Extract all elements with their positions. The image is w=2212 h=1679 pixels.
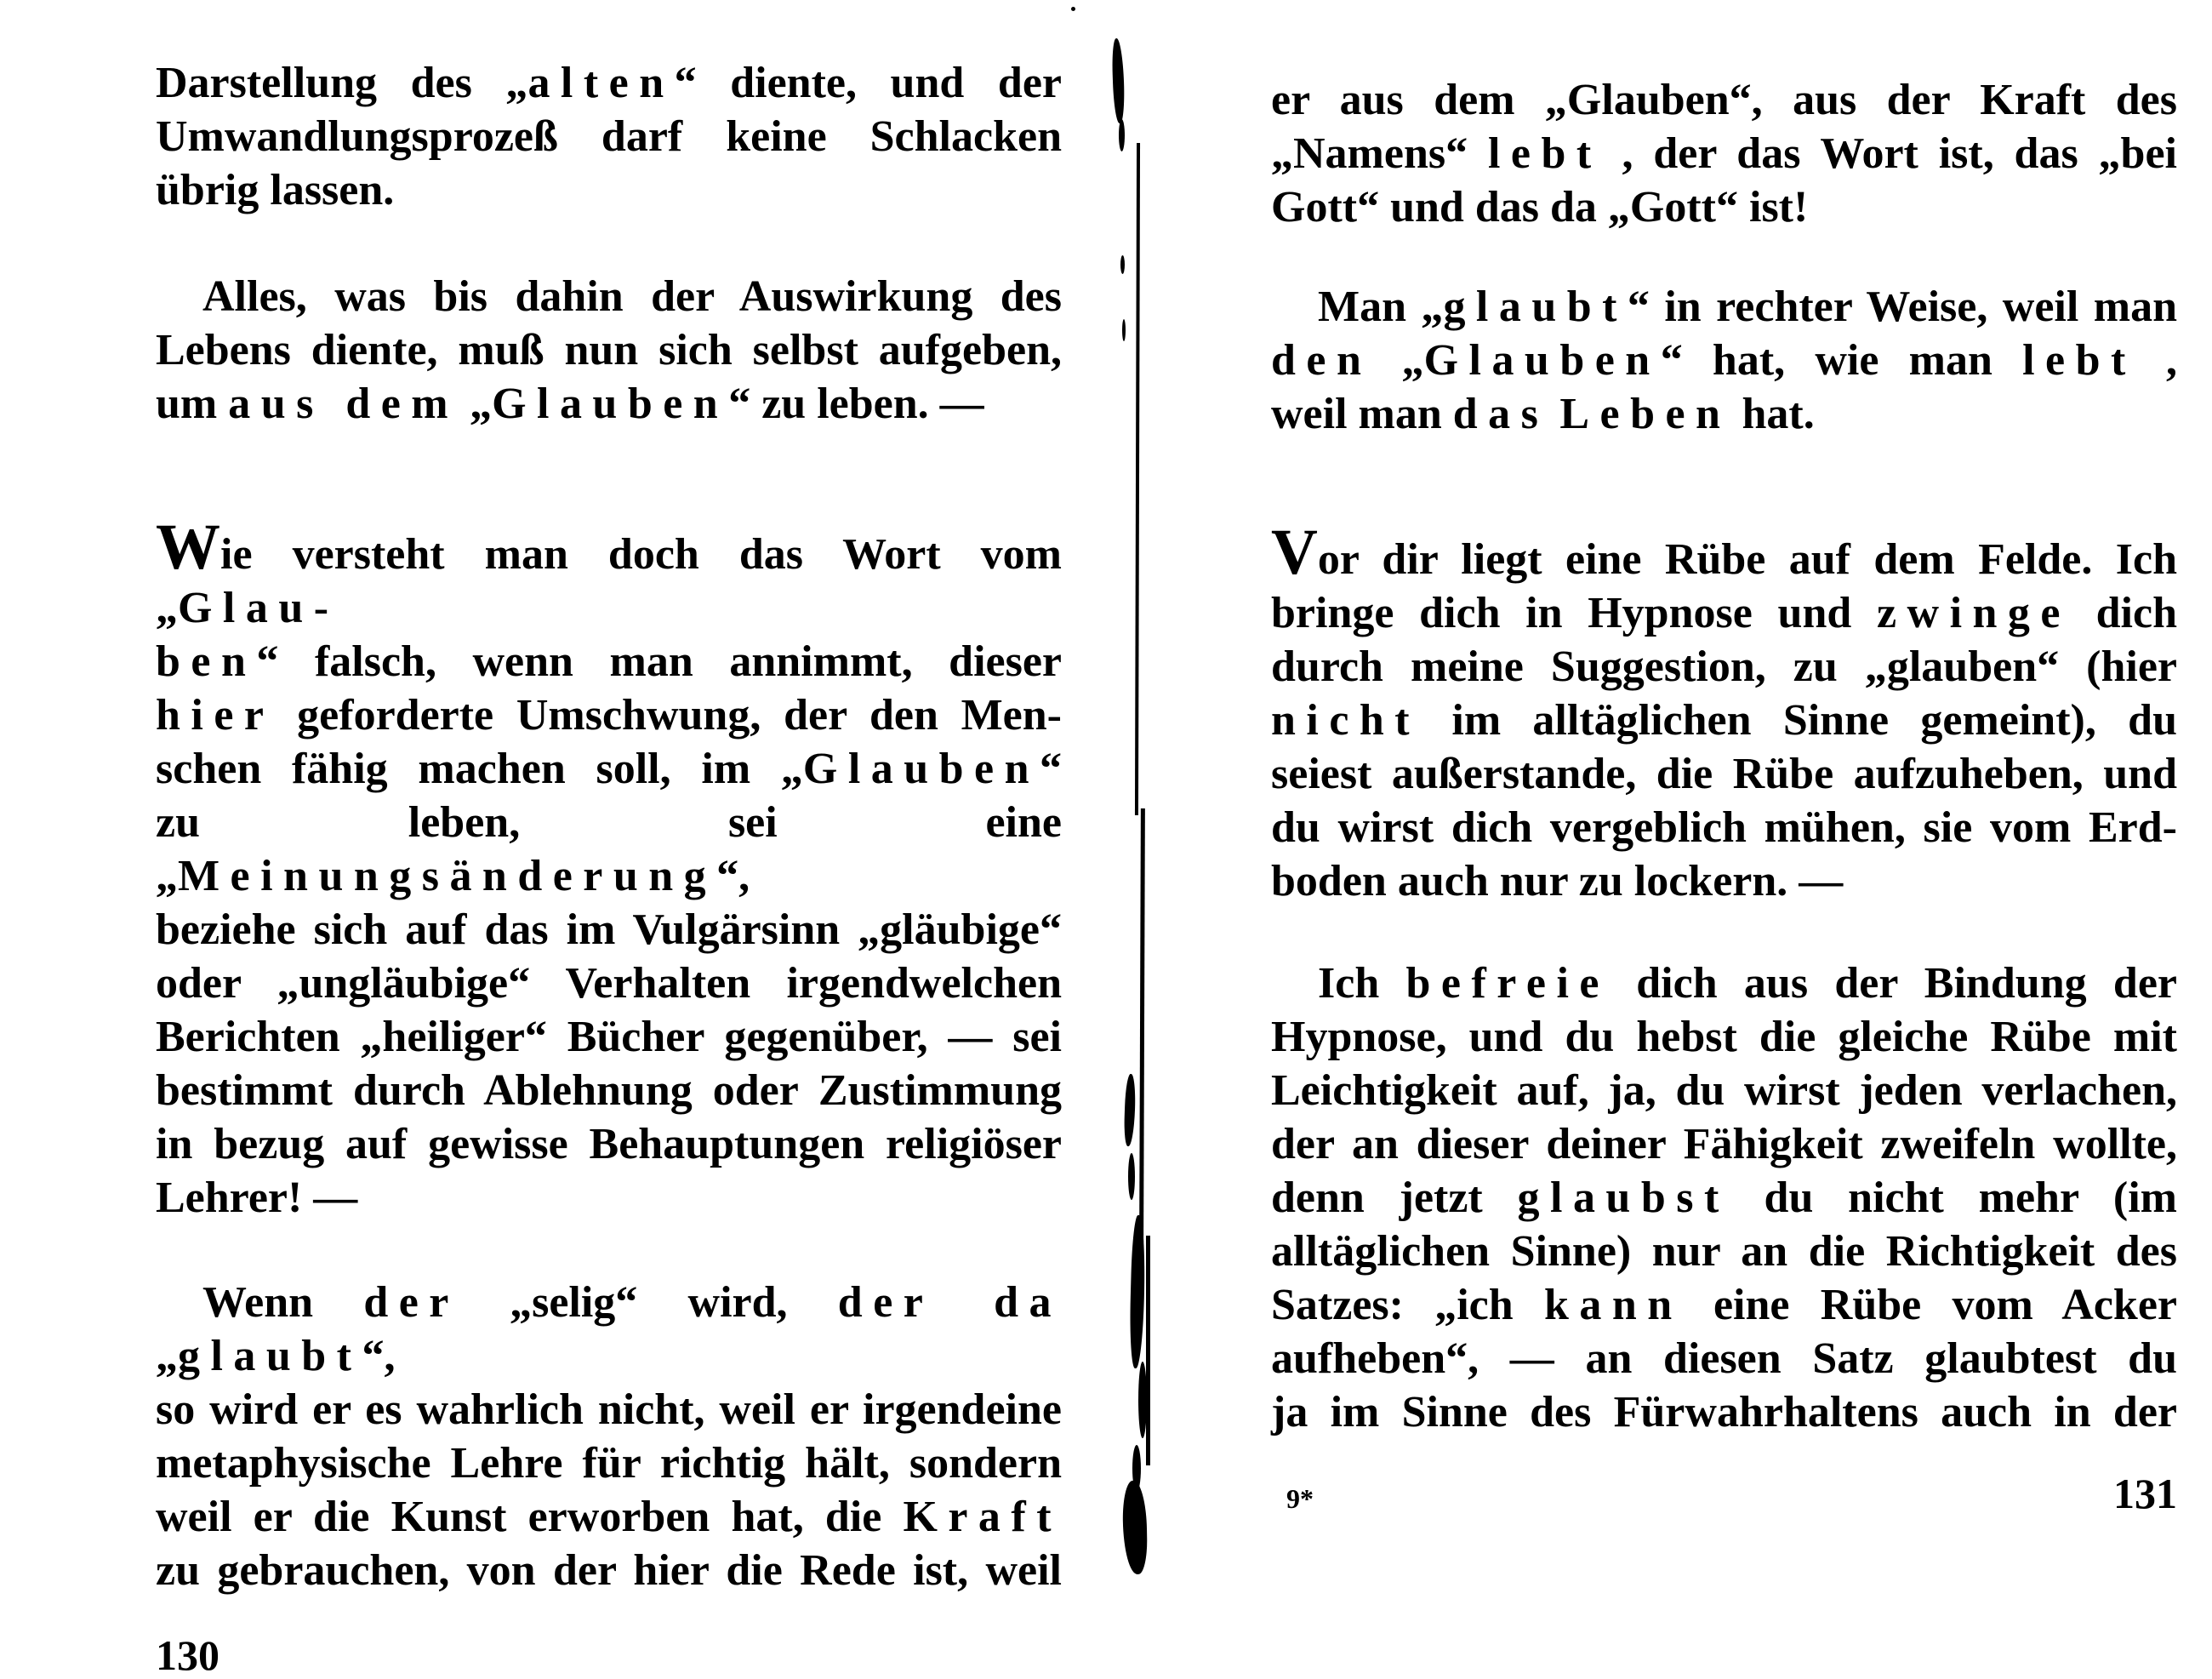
text-run: Leichtigkeit auf, ja, du wirst jeden verlachen, (1271, 1066, 2177, 1115)
text-run: geforderte Umschwung, der den Men- (274, 691, 1062, 740)
text-run: or dir liegt eine Rübe auf dem Felde. Ich (1317, 535, 2177, 584)
ink-blotch (1122, 319, 1126, 341)
text-run: beziehe sich auf das im Vulgärsinn „gläubige“ (156, 905, 1062, 954)
letterspaced-emphasis: ben (156, 637, 257, 686)
text-run: so wird er es wahrlich nicht, weil er irgendeine (156, 1385, 1062, 1434)
letterspaced-emphasis: lebt (1487, 129, 1602, 178)
text-run: ie versteht man doch das Wort vom „ (156, 530, 1062, 632)
text-run: Lebens diente, muß nun sich selbst aufgeben, (156, 326, 1062, 374)
right-page (1271, 73, 2177, 1522)
text-line (1271, 280, 2177, 334)
text-line (156, 1383, 1062, 1436)
text-run: zu leben, sei eine „ (156, 798, 1062, 900)
text-run: “ (1040, 745, 1062, 793)
text-line (1271, 1064, 2177, 1117)
text-run: denn jetzt (1271, 1174, 1518, 1222)
initial-capital: V (1271, 517, 1318, 588)
letterspaced-emphasis: Leben (1559, 390, 1731, 438)
letterspaced-emphasis: Meinungsänderung (178, 852, 717, 900)
text-run: dich (2070, 589, 2178, 637)
text-line (1271, 854, 2177, 908)
letterspaced-emphasis: alten (527, 59, 675, 107)
text-line (156, 323, 1062, 377)
text-run: in bezug auf gewisse Behauptungen religiöser (156, 1120, 1062, 1168)
text-run: durch meine Suggestion, zu „glauben“ (hier (1271, 642, 2177, 691)
text-run: „ (156, 1332, 178, 1380)
text-line (156, 163, 1062, 217)
letterspaced-emphasis: Kraft (903, 1493, 1062, 1541)
text-run: “, (716, 852, 750, 900)
text-run: hat. (1730, 390, 1815, 438)
paragraph (1271, 73, 2177, 234)
text-line (156, 1010, 1062, 1064)
text-run: seiest außerstande, die Rübe aufzuheben, und (1271, 750, 2177, 798)
text-run: ja im Sinne des Fürwahrhaltens auch in der (1271, 1388, 2177, 1436)
text-run: schen fähig machen soll, im „ (156, 745, 803, 793)
text-line (156, 903, 1062, 957)
binding-gutter-line (1139, 808, 1145, 1242)
text-line (1271, 801, 2177, 854)
text-line (1271, 1332, 2177, 1385)
text-run: eine Rübe vom Acker (1682, 1281, 2177, 1329)
text-run: “ zu leben. — (728, 380, 984, 428)
text-line (156, 511, 1062, 635)
text-run: um (156, 380, 229, 428)
text-line (1271, 1225, 2177, 1278)
text-line (156, 1544, 1062, 1597)
letterspaced-emphasis: nicht (1271, 696, 1421, 745)
letterspaced-emphasis: befreie (1405, 959, 1610, 1008)
scan-speck (1071, 7, 1075, 11)
text-line (1271, 957, 2177, 1010)
text-run: “, (362, 1332, 396, 1380)
text-run: Hypnose, und du hebst die gleiche Rübe mit (1271, 1013, 2177, 1061)
letterspaced-emphasis: das (1452, 390, 1549, 438)
text-run: Alles, was bis dahin der Auswirkung des (202, 272, 1062, 321)
ink-blotch (1122, 1481, 1148, 1574)
text-line (1271, 694, 2177, 747)
paragraph (156, 56, 1062, 217)
letterspaced-emphasis: glaubt (1443, 283, 1628, 331)
text-run: , (2135, 336, 2178, 385)
text-line (156, 377, 1062, 431)
paragraph (156, 511, 1062, 1225)
ink-blotch (1128, 1153, 1135, 1200)
text-run: “ falsch, wenn man annimmt, dieser (256, 637, 1062, 686)
letterspaced-emphasis: glaubt (178, 1332, 362, 1380)
text-run: aufheben“, — an diesen Satz glaubtest du (1271, 1334, 2177, 1383)
letterspaced-emphasis: der da (837, 1278, 1062, 1327)
text-run: Man „ (1318, 283, 1444, 331)
ink-blotch (1124, 1074, 1137, 1146)
letterspaced-emphasis: lebt (2022, 336, 2136, 385)
letterspaced-emphasis: glaubst (1517, 1174, 1730, 1222)
ink-blotch (1111, 38, 1125, 123)
ink-blotch (1120, 255, 1125, 274)
text-run: Berichten „heiliger“ Bücher gegenüber, — sei (156, 1013, 1062, 1061)
text-line (156, 742, 1062, 796)
text-line (1271, 586, 2177, 640)
text-line (156, 56, 1062, 110)
ink-blotch (1129, 1215, 1147, 1368)
text-run: du wirst dich vergeblich mühen, sie vom Erd- (1271, 803, 2177, 852)
text-run: metaphysische Lehre für richtig hält, sondern (156, 1439, 1062, 1488)
text-line (1271, 73, 2177, 127)
text-line (156, 1490, 1062, 1544)
text-run: dich aus der Bindung der (1609, 959, 2177, 1008)
text-line (156, 957, 1062, 1010)
letterspaced-emphasis: Glauben (1423, 336, 1661, 385)
page-number-right: 131 (2113, 1470, 2177, 1517)
ink-blotch (1119, 119, 1125, 151)
text-run: alltäglichen Sinne) nur an die Richtigkeit des (1271, 1227, 2177, 1276)
letterspaced-emphasis: aus dem (228, 380, 459, 428)
text-line (1271, 127, 2177, 180)
text-run (1548, 390, 1559, 438)
signature-mark: 9* (1286, 1483, 1314, 1514)
letterspaced-emphasis: Glau- (178, 584, 339, 632)
page-number-left: 130 (156, 1631, 219, 1679)
text-run: zu gebrauchen, von der hier die Rede ist, weil (156, 1546, 1062, 1595)
text-line (1271, 387, 2177, 441)
text-line (156, 1436, 1062, 1490)
text-run: “ hat, wie man (1660, 336, 2023, 385)
text-run: bringe dich in Hypnose und (1271, 589, 1877, 637)
letterspaced-emphasis: kann (1543, 1281, 1683, 1329)
paragraph (1271, 280, 2177, 441)
paragraph (1271, 517, 2178, 908)
ink-blotch (1138, 1362, 1147, 1438)
text-line (156, 688, 1062, 742)
right-page-footer (1271, 1470, 2177, 1522)
text-run: bestimmt durch Ablehnung oder Zustimmung (156, 1066, 1062, 1115)
text-run: Ich (1318, 959, 1406, 1008)
text-line (1271, 334, 2177, 387)
text-line (1271, 1385, 2177, 1439)
text-run: „ (1371, 336, 1424, 385)
text-line (156, 635, 1062, 688)
letterspaced-emphasis: Glauben (802, 745, 1040, 793)
letterspaced-emphasis: zwinge (1876, 589, 2071, 637)
text-line (156, 1064, 1062, 1117)
text-line (1271, 640, 2177, 694)
text-run: boden auch nur zu lockern. — (1271, 857, 1844, 905)
text-line (1271, 1278, 2177, 1332)
text-line (156, 1171, 1062, 1225)
text-line (156, 796, 1062, 903)
text-run: Darstellung des „ (156, 59, 528, 107)
text-line (156, 1117, 1062, 1171)
text-run: „Namens“ (1271, 129, 1488, 178)
paragraph (156, 270, 1062, 431)
text-line (156, 270, 1062, 323)
text-run: , der das Wort ist, das „bei (1601, 129, 2177, 178)
text-run: “ diente, und der (674, 59, 1062, 107)
text-line (156, 1276, 1062, 1383)
letterspaced-emphasis: der (363, 1278, 459, 1327)
text-run: Lehrer! — (156, 1174, 358, 1222)
text-line (1271, 1010, 2177, 1064)
text-run: der an dieser deiner Fähigkeit zweifeln wollte, (1271, 1120, 2177, 1168)
text-run: „ (459, 380, 493, 428)
letterspaced-emphasis: hier (156, 691, 275, 740)
binding-gutter-line (1146, 1236, 1150, 1465)
paragraph (156, 1276, 1062, 1597)
text-run: du nicht mehr (im (1729, 1174, 2177, 1222)
text-run: „selig“ wird, (459, 1278, 838, 1327)
text-run: “ in rechter Weise, weil man (1627, 283, 2177, 331)
text-line (1271, 1117, 2177, 1171)
text-run: Wenn (202, 1278, 364, 1327)
text-run: übrig lassen. (156, 166, 395, 214)
text-run: im alltäglichen Sinne gemeint), du (1420, 696, 2177, 745)
left-page (156, 56, 1062, 1679)
text-line (1271, 747, 2177, 801)
text-run: Satzes: „ich (1271, 1281, 1544, 1329)
letterspaced-emphasis: den (1271, 336, 1372, 385)
text-run: er aus dem „Glauben“, aus der Kraft des (1271, 76, 2177, 124)
text-line (1271, 1171, 2177, 1225)
text-line (156, 110, 1062, 163)
text-run: Umwandlungsprozeß darf keine Schlacken (156, 112, 1062, 161)
text-run: oder „ungläubige“ Verhalten irgendwelchen (156, 959, 1062, 1008)
text-run: weil man (1271, 390, 1453, 438)
paragraph (1271, 957, 2177, 1439)
initial-capital: W (156, 511, 220, 583)
letterspaced-emphasis: Glauben (492, 380, 729, 428)
left-page-footer (156, 1631, 1062, 1679)
binding-gutter-line (1135, 143, 1140, 815)
text-line (1271, 517, 2177, 588)
text-line (1271, 180, 2177, 234)
text-run: Gott“ und das da „Gott“ ist! (1271, 183, 1809, 231)
text-run: weil er die Kunst erworben hat, die (156, 1493, 904, 1541)
